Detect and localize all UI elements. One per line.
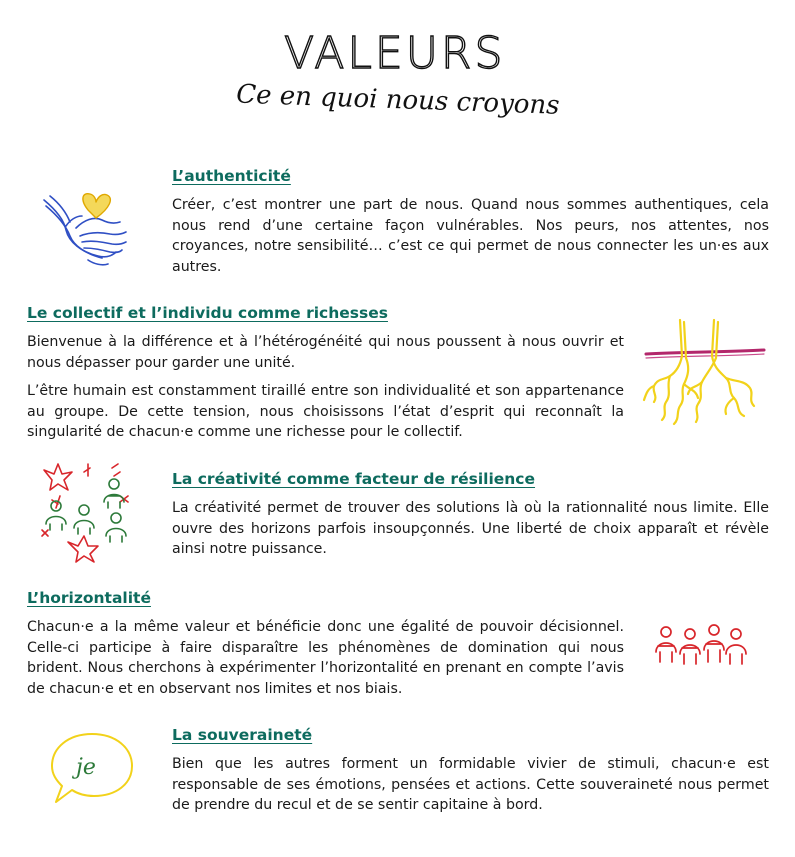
section-paragraph: Créer, c’est montrer une part de nous. Quand nous sommes authentiques, cela nous rend d’une certaine façon vulnérables. Nos peurs, nos attentes, nos croyances, notre sensibilité… c’est ce qui permet de nous connecter les un·es aux autres. xyxy=(172,197,769,275)
section-paragraph: Chacun·e a la même valeur et bénéficie donc une égalité de pouvoir décisionnel. Celle-ci participe à faire disparaître les phénomènes de domination qui nous brident. Nous cherchons à expérimenter l’horizontalité en prenant en compte l’avis de chacun·e et en observant nos limites et nos biais. xyxy=(27,619,624,697)
page-subtitle xyxy=(232,76,562,136)
section-souverainete xyxy=(172,726,769,824)
speech-bubble-icon xyxy=(46,728,138,808)
section-heading: La souveraineté xyxy=(172,726,313,744)
section-paragraph: L’être humain est constamment tiraillé entre son individualité et son appartenance au groupe. De cette tension, nous choisissons l’état d’esprit qui reconnaît la singularité de chacun·e comme une richesse pour le collectif. xyxy=(27,383,624,440)
speech-word: je xyxy=(76,755,96,780)
svg-text:VALEURS: VALEURS xyxy=(284,28,506,78)
section-heading: La créativité comme facteur de résilience xyxy=(172,470,536,488)
section-paragraph: Bien que les autres forment un formidable vivier de stimuli, chacun·e est responsable de ses émotions, pensées et actions. Cette souveraineté nous permet de prendre du recul et de se sentir capitaine à bord. xyxy=(172,756,769,813)
section-paragraph: Bienvenue à la différence et à l’hétérogénéité qui nous poussent à nous ouvrir et nous dépasser pour garder une unité. xyxy=(27,334,624,371)
roots-icon xyxy=(640,316,770,436)
section-creativite xyxy=(172,470,769,568)
page-header xyxy=(0,0,795,150)
hand-heart-icon xyxy=(36,180,146,270)
people-row-icon xyxy=(652,622,748,668)
section-heading: L’horizontalité xyxy=(27,589,151,607)
section-collectif xyxy=(27,304,624,451)
section-authenticite xyxy=(172,167,769,285)
section-paragraph: La créativité permet de trouver des solutions là où la rationnalité nous limite. Elle ouvre des horizons parfois insoupçonnés. Une liberté de choix apparaît et révèle ainsi notre puissance. xyxy=(172,500,769,557)
section-heading: Le collectif et l’individu comme richesses xyxy=(27,304,388,322)
svg-text:Ce en quoi nous croyons: Ce en quoi nous croyons xyxy=(235,79,561,121)
section-horizontalite xyxy=(27,589,624,707)
stars-people-icon xyxy=(38,460,138,565)
page-title xyxy=(280,28,510,78)
section-heading: L’authenticité xyxy=(172,167,291,185)
